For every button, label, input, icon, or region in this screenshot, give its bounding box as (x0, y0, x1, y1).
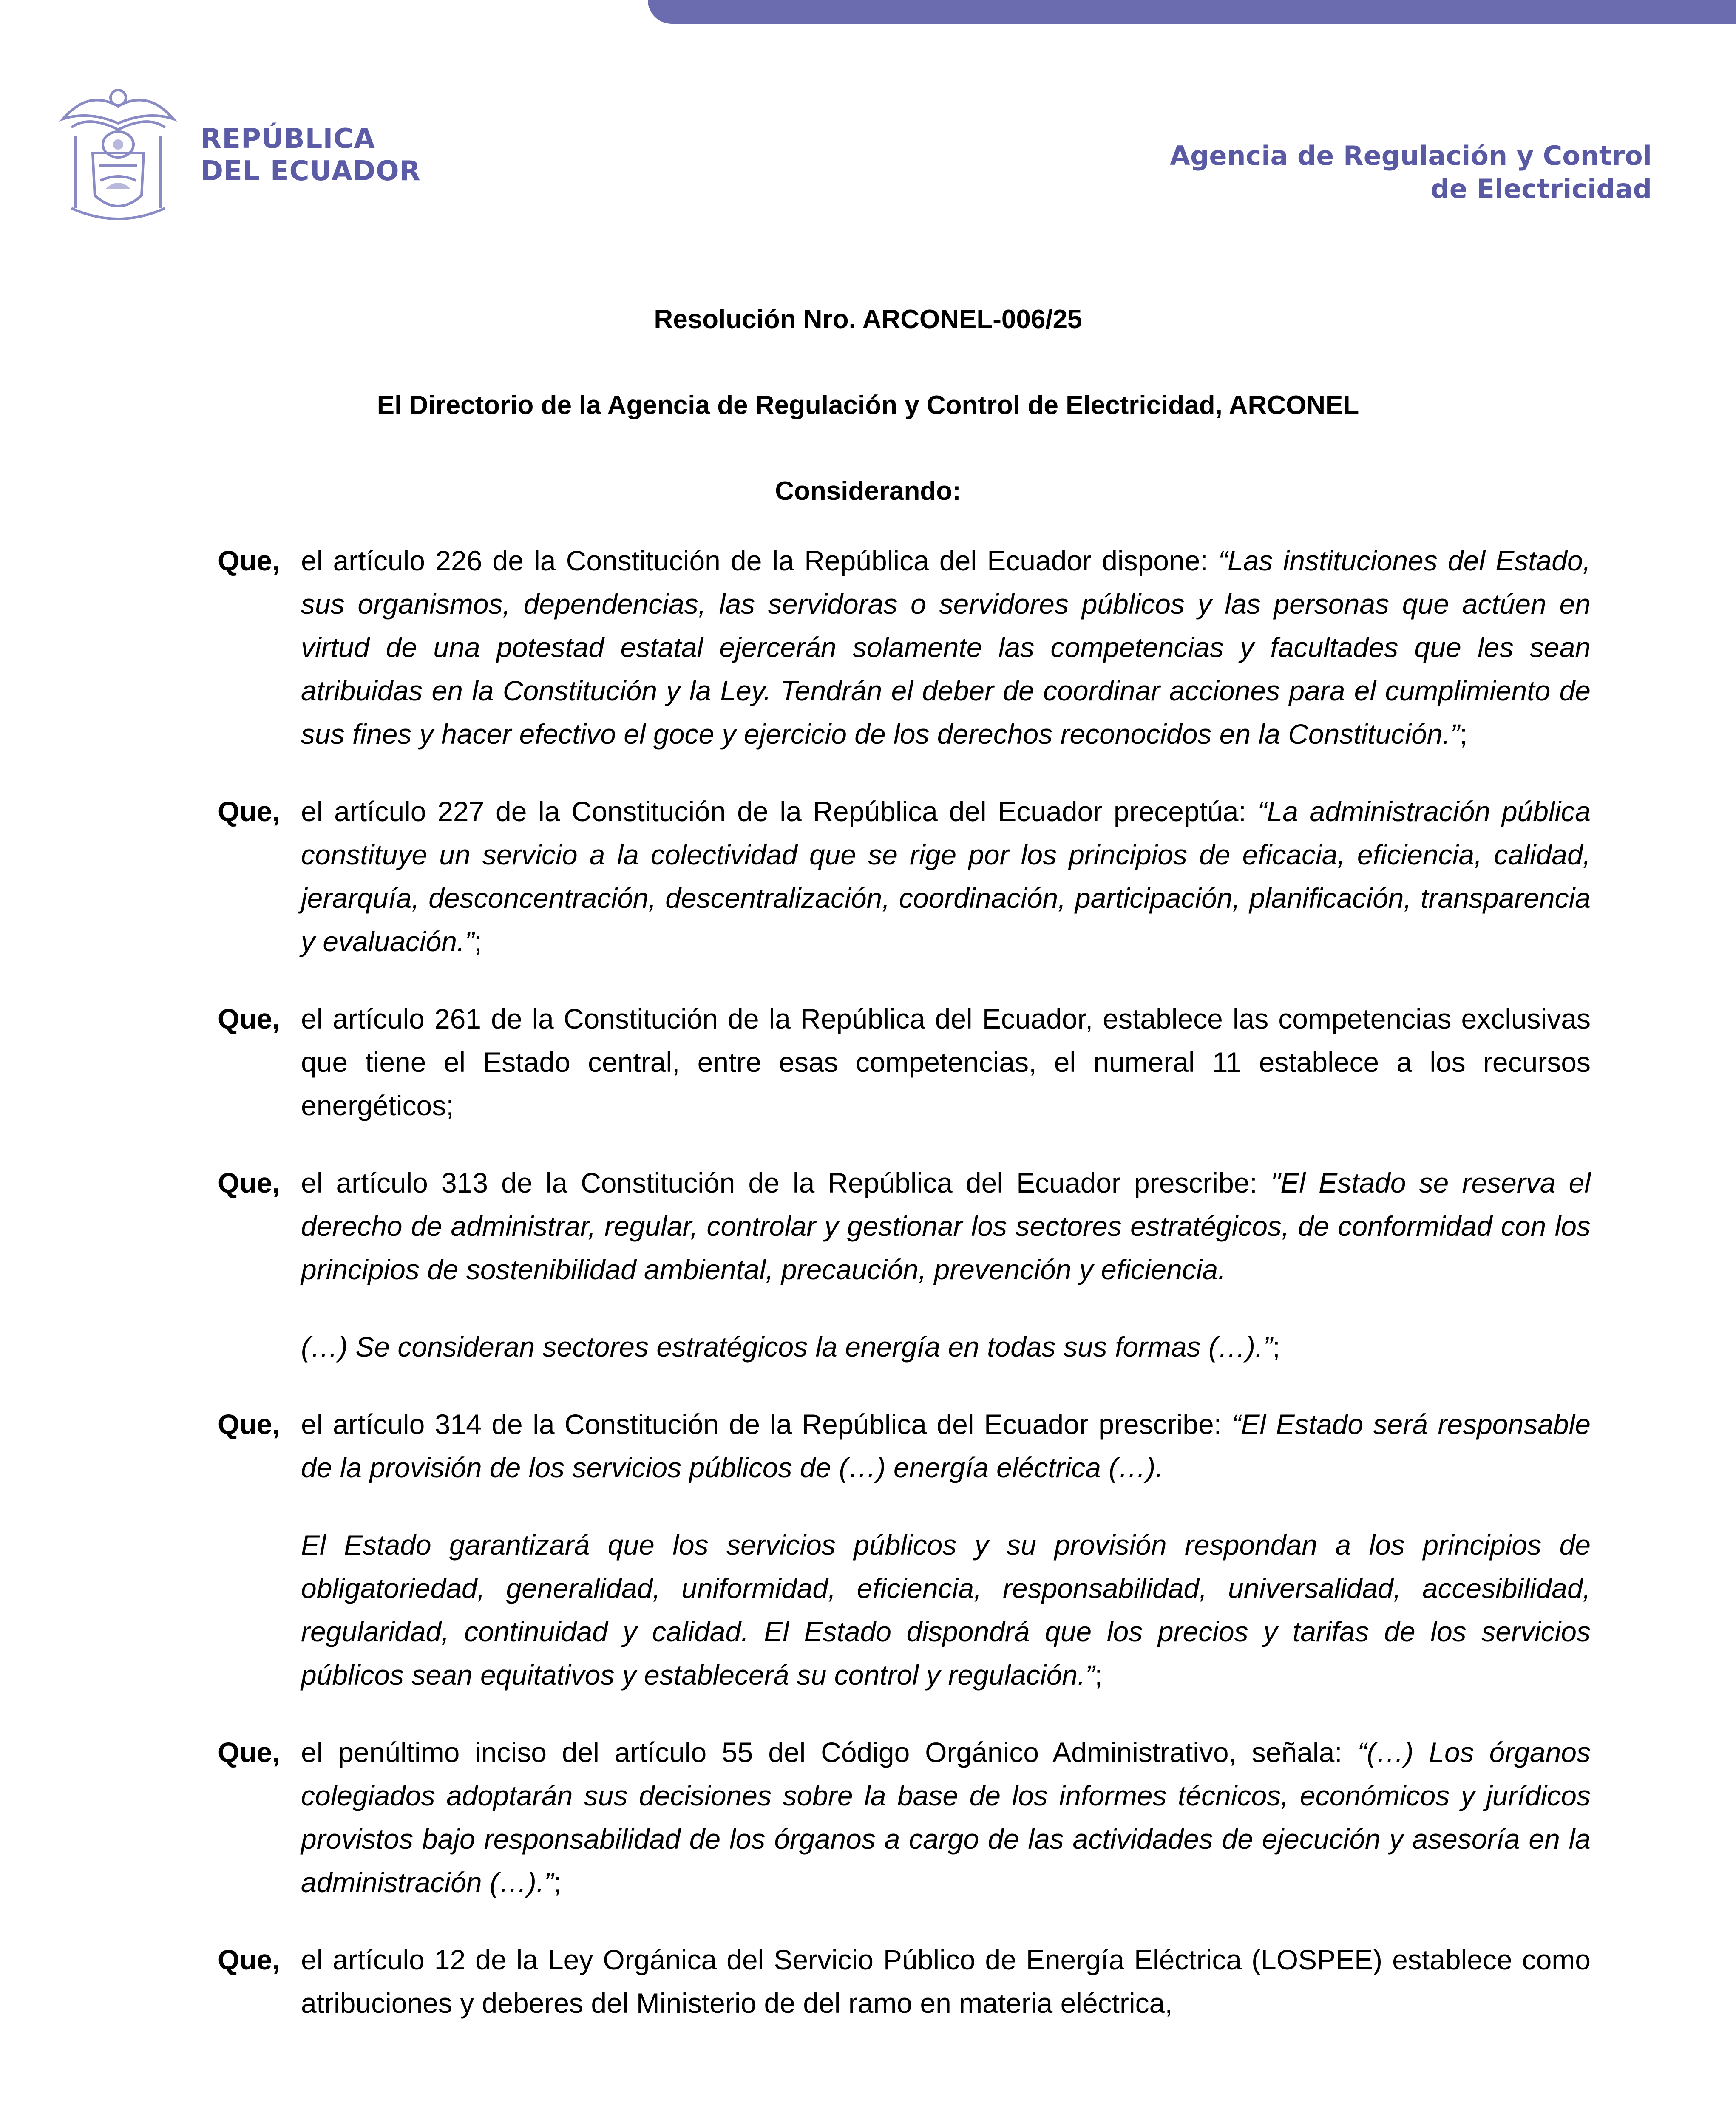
republic-line-1: REPÚBLICA (201, 123, 375, 155)
clause-paragraph (301, 1731, 1591, 1904)
clause-lead: Que, (218, 1167, 280, 1198)
coat-of-arms-icon (46, 81, 190, 230)
considering-heading: Considerando: (775, 476, 961, 506)
clause-tail: ; (1272, 1331, 1280, 1363)
clause (218, 1938, 1591, 2025)
clause-paragraph (301, 539, 1591, 756)
clause (218, 1402, 1591, 1697)
clause-tail: ; (1095, 1659, 1103, 1691)
clause-lead: Que, (218, 1408, 280, 1440)
clauses-body (218, 539, 1591, 2059)
clause-lead: Que, (218, 1944, 280, 1975)
clause-text: el artículo 227 de la Constitución de la República del Ecuador preceptúa: (301, 796, 1258, 827)
agency-line-1: Agencia de Regulación y Control (1169, 140, 1652, 171)
clause-text: el artículo 261 de la Constitución de la República del Ecuador, establece las competencias exclusivas que tiene el Estado central, entre esas competencias, el numeral 11 establece a los recursos energéticos; (301, 1003, 1591, 1121)
clause-tail: ; (474, 926, 482, 957)
clause-text: el artículo 12 de la Ley Orgánica del Servicio Público de Energía Eléctrica (LOSPEE) establece como atribuciones y deberes del Ministerio de del ramo en materia eléctrica, (301, 1944, 1591, 2019)
clause-paragraph (301, 1523, 1591, 1697)
clause (218, 1731, 1591, 1904)
clause-paragraph (301, 1402, 1591, 1489)
agency-line-2: de Electricidad (1430, 173, 1652, 204)
clause-tail: ; (1459, 718, 1468, 750)
header-logo-block (46, 81, 421, 230)
clause-quote: “Las instituciones del Estado, sus organismos, dependencias, las servidoras o servidores públicos y las personas que actúen en virtud de una potestad estatal ejercerán solamente las competencias y facultades que les sean atribuidas en la Constitución y la Ley. Tendrán el deber de coordinar acciones para el cumplimiento de sus fines y hacer efectivo el goce y ejercicio de los derechos reconocidos en la Constitución.” (301, 545, 1591, 750)
clause-paragraph (301, 1938, 1591, 2025)
clause-text: el artículo 314 de la Constitución de la República del Ecuador prescribe: (301, 1408, 1232, 1440)
clause-paragraph (301, 1325, 1591, 1368)
clause-quote: El Estado garantizará que los servicios públicos y su provisión respondan a los principios de obligatoriedad, generalidad, uniformidad, eficiencia, responsabilidad, universalidad, accesibilidad, regularidad, continuidad y calidad. El Estado dispondrá que los precios y tarifas de los servicios públicos sean equitativos y establecerá su control y regulación.” (301, 1529, 1591, 1691)
resolution-title: Resolución Nro. ARCONEL-006/25 (654, 305, 1082, 334)
clause-quote: "El Estado se reserva el derecho de administrar, regular, controlar y gestionar los sectores estratégicos, de conformidad con los principios de sostenibilidad ambiental, precaución, prevención y eficiencia. (301, 1167, 1591, 1285)
clause (218, 539, 1591, 756)
republic-line-2: DEL ECUADOR (201, 156, 421, 187)
clause-tail: ; (553, 1867, 562, 1898)
clause-lead: Que, (218, 1737, 280, 1768)
clause-paragraph (301, 790, 1591, 963)
agency-name (1170, 139, 1652, 206)
clause-lead: Que, (218, 1003, 280, 1034)
clause-text: el artículo 226 de la Constitución de la República del Ecuador dispone: (301, 545, 1218, 576)
title-block (0, 303, 1736, 560)
clause-lead: Que, (218, 545, 280, 576)
clause-text: el penúltimo inciso del artículo 55 del Código Orgánico Administrativo, señala: (301, 1737, 1358, 1768)
clause-paragraph (301, 997, 1591, 1127)
issuer-heading: El Directorio de la Agencia de Regulación y Control de Electricidad, ARCONEL (377, 391, 1359, 420)
republic-wordmark (201, 123, 421, 187)
clause-paragraph (301, 1161, 1591, 1291)
clause-lead: Que, (218, 796, 280, 827)
clause-quote: “La administración pública constituye un servicio a la colectividad que se rige por los principios de eficacia, eficiencia, calidad, jerarquía, desconcentración, descentralización, coordinación, participación, planificación, transparencia y evaluación.” (301, 796, 1591, 957)
clause (218, 1161, 1591, 1368)
clause-quote: “El Estado será responsable de la provisión de los servicios públicos de (…) energía eléctrica (…). (301, 1408, 1591, 1483)
clause (218, 997, 1591, 1127)
clause-text: el artículo 313 de la Constitución de la República del Ecuador prescribe: (301, 1167, 1271, 1198)
clause (218, 790, 1591, 963)
clause-quote: (…) Se consideran sectores estratégicos la energía en todas sus formas (…).” (301, 1331, 1273, 1363)
clause-quote: “(…) Los órganos colegiados adoptarán sus decisiones sobre la base de los informes técnicos, económicos y jurídicos provistos bajo responsabilidad de los órganos a cargo de las actividades de ejecución y asesoría en la administración (…).” (301, 1737, 1591, 1898)
top-decorative-bar (648, 0, 1736, 24)
